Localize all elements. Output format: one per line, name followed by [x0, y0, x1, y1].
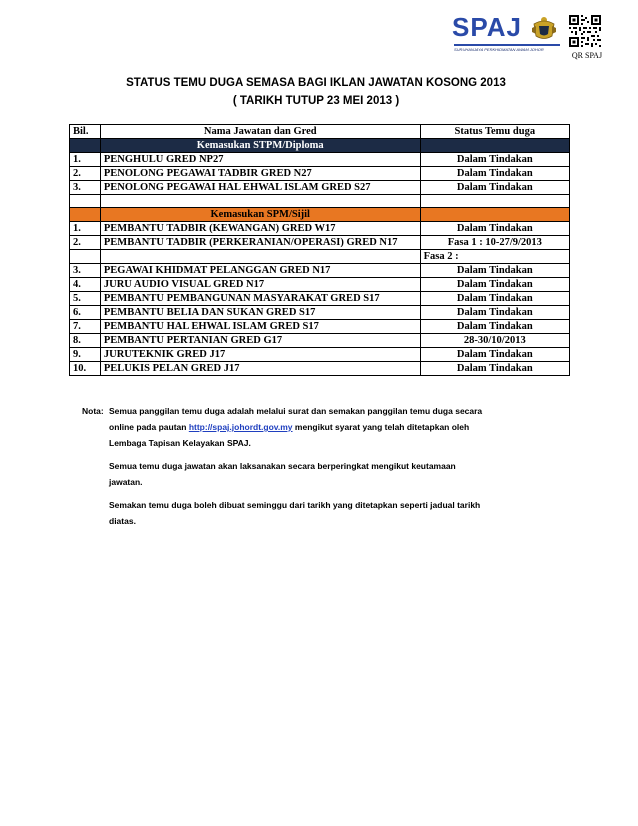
row-bil: 4.	[70, 278, 101, 292]
page-title: STATUS TEMU DUGA SEMASA BAGI IKLAN JAWATAN KOSONG 2013	[126, 77, 506, 89]
note-line: Lembaga Tapisan Kelayakan SPAJ.	[109, 438, 251, 448]
table-row	[70, 306, 570, 320]
status-table	[69, 124, 570, 376]
row-bil: 10.	[70, 362, 101, 376]
blank-row	[70, 195, 570, 208]
row-bil: 9.	[70, 348, 101, 362]
row-bil: 2.	[70, 167, 101, 181]
qr-label: QR SPAJ	[571, 51, 603, 60]
row-bil: 8.	[70, 334, 101, 348]
row-status-phase2: Fasa 2 :	[420, 250, 569, 264]
row-nama: PENOLONG PEGAWAI TADBIR GRED N27	[100, 167, 420, 181]
row-nama: JURU AUDIO VISUAL GRED N17	[100, 278, 420, 292]
table-row	[70, 250, 570, 264]
row-status: Dalam Tindakan	[420, 222, 569, 236]
note-line: jawatan.	[109, 477, 143, 487]
header-bil: Bil.	[70, 125, 101, 139]
row-status: Dalam Tindakan	[420, 181, 569, 195]
note-line: online pada pautan http://spaj.johordt.gov.my mengikut syarat yang telah ditetapkan oleh	[109, 422, 470, 432]
qr-code-icon	[568, 14, 602, 48]
row-nama: PEGAWAI KHIDMAT PELANGGAN GRED N17	[100, 264, 420, 278]
row-bil: 5.	[70, 292, 101, 306]
table-row	[70, 278, 570, 292]
page-subtitle: ( TARIKH TUTUP 23 MEI 2013 )	[232, 95, 400, 107]
row-status: Fasa 1 : 10-27/9/2013	[420, 236, 569, 250]
section-label-stpm: Kemasukan STPM/Diploma	[100, 139, 420, 153]
section-header-stpm	[70, 139, 570, 153]
row-nama: PENOLONG PEGAWAI HAL EHWAL ISLAM GRED S27	[100, 181, 420, 195]
table-row	[70, 362, 570, 376]
row-nama: PEMBANTU PERTANIAN GRED G17	[100, 334, 420, 348]
logo-subtitle: SURUHANJAYA PERKHIDMATAN AWAM JOHOR	[454, 44, 560, 52]
table-row	[70, 222, 570, 236]
note-line: Semua panggilan temu duga adalah melalui surat dan semakan panggilan temu duga secara	[109, 406, 483, 416]
row-bil: 7.	[70, 320, 101, 334]
row-nama: PEMBANTU TADBIR (PERKERANIAN/OPERASI) GRED N17	[100, 236, 420, 250]
row-status: Dalam Tindakan	[420, 167, 569, 181]
table-header-row	[70, 125, 570, 139]
header-nama: Nama Jawatan dan Gred	[100, 125, 420, 139]
row-bil: 1.	[70, 153, 101, 167]
row-nama: PEMBANTU PEMBANGUNAN MASYARAKAT GRED S17	[100, 292, 420, 306]
table-row	[70, 348, 570, 362]
row-bil: 3.	[70, 264, 101, 278]
row-nama: PENGHULU GRED NP27	[100, 153, 420, 167]
row-status: Dalam Tindakan	[420, 292, 569, 306]
row-status: Dalam Tindakan	[420, 362, 569, 376]
note-paragraph-2	[109, 458, 562, 490]
note-line: Semua temu duga jawatan akan laksanakan secara berperingkat mengikut keutamaan	[109, 461, 456, 471]
logo-text: SPAJ	[452, 12, 522, 42]
row-status: Dalam Tindakan	[420, 264, 569, 278]
table-row	[70, 167, 570, 181]
note-label: Nota:	[82, 406, 104, 416]
note-paragraph-1	[82, 403, 562, 451]
spaj-logo	[452, 12, 560, 52]
row-status: Dalam Tindakan	[420, 320, 569, 334]
table-row	[70, 181, 570, 195]
row-nama: PEMBANTU BELIA DAN SUKAN GRED S17	[100, 306, 420, 320]
row-bil: 6.	[70, 306, 101, 320]
section-header-spm	[70, 208, 570, 222]
row-status: Dalam Tindakan	[420, 153, 569, 167]
note-line: Semakan temu duga boleh dibuat seminggu dari tarikh yang ditetapkan seperti jadual tarikh	[109, 500, 481, 510]
table-row	[70, 334, 570, 348]
table-row	[70, 236, 570, 250]
crest-icon	[530, 14, 558, 42]
spaj-website-link[interactable]: http://spaj.johordt.gov.my	[188, 422, 293, 432]
table-row	[70, 320, 570, 334]
row-status: Dalam Tindakan	[420, 306, 569, 320]
table-row	[70, 153, 570, 167]
row-status: Dalam Tindakan	[420, 278, 569, 292]
row-nama: PELUKIS PELAN GRED J17	[100, 362, 420, 376]
header-status: Status Temu duga	[420, 125, 569, 139]
row-status: Dalam Tindakan	[420, 348, 569, 362]
row-nama: JURUTEKNIK GRED J17	[100, 348, 420, 362]
note-paragraph-3	[109, 497, 562, 529]
table-row	[70, 264, 570, 278]
table-row	[70, 292, 570, 306]
note-line: diatas.	[109, 516, 136, 526]
row-nama: PEMBANTU TADBIR (KEWANGAN) GRED W17	[100, 222, 420, 236]
notes-section	[82, 403, 562, 529]
row-bil: 3.	[70, 181, 101, 195]
row-bil: 1.	[70, 222, 101, 236]
row-nama: PEMBANTU HAL EHWAL ISLAM GRED S17	[100, 320, 420, 334]
row-status: 28-30/10/2013	[420, 334, 569, 348]
row-bil: 2.	[70, 236, 101, 250]
section-label-spm: Kemasukan SPM/Sijil	[100, 208, 420, 222]
